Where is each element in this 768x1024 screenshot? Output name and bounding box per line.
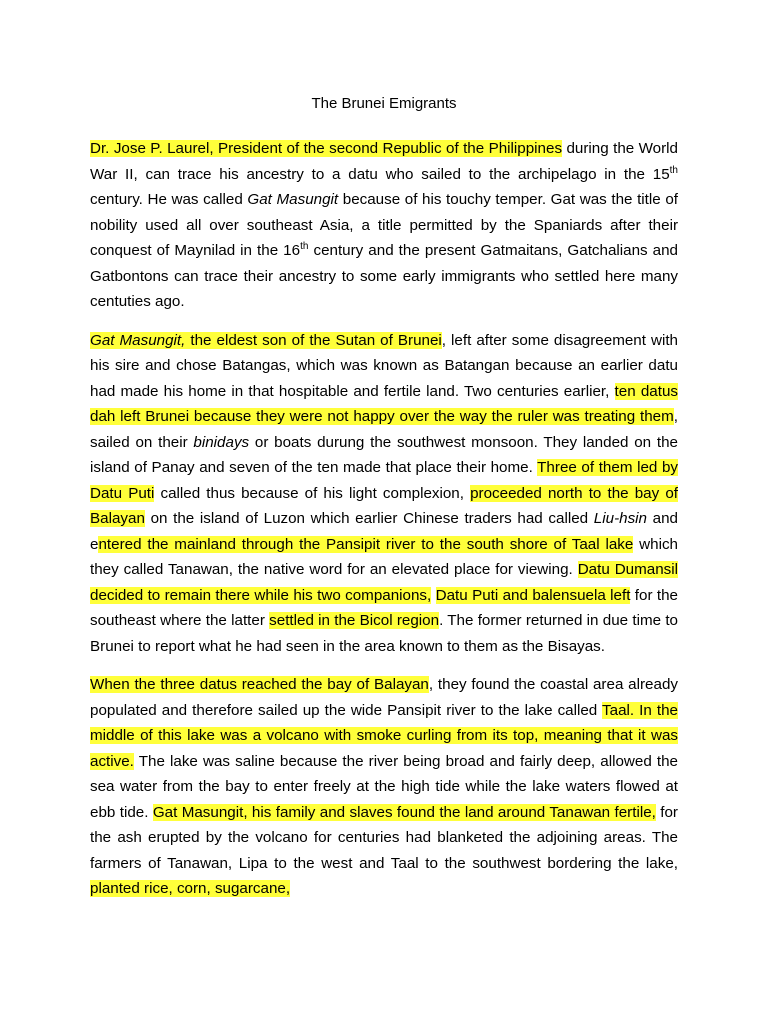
highlight: Taal. In the middle of this lake was a volcano with smoke curling from its top, meaning that it was active. (90, 701, 678, 770)
text: century. He was called (90, 191, 248, 208)
text: and e (90, 510, 679, 553)
highlight: Three of them led by Datu Puti (90, 459, 678, 502)
highlight: When the three datus reached the bay of Balayan (90, 676, 429, 693)
paragraph-2 (90, 328, 678, 660)
text (431, 587, 435, 604)
italic-text: Gat Masungit (247, 191, 339, 208)
text: which they called Tanawan, the native word for an elevated place for viewing. (90, 535, 678, 578)
highlight: Datu Puti and balensuela left (435, 586, 631, 604)
text: during the World War II, can trace his ancestry to a datu who sailed to the archipelago in the 15 (90, 140, 679, 183)
text: , they found the coastal area already populated and therefore sailed up the wide Pansipit river to the lake called (90, 676, 678, 719)
text: on the island of Luzon which earlier Chinese traders had called (144, 510, 594, 527)
highlight: ntered the mainland through the Pansipit river to the south shore of Taal lake (98, 535, 634, 553)
text: for the southeast where the latter (90, 586, 678, 629)
highlight: settled in the Bicol region (269, 612, 440, 629)
italic-text: binidays (193, 433, 250, 451)
highlight: the eldest son of the Sutan of Brunei (185, 331, 442, 349)
superscript: th (669, 164, 678, 176)
italic-text: Liu-hsin (593, 510, 647, 527)
text: . The former returned in due time to Brunei to report what he had seen in the area known to them as the Bisayas. (90, 612, 679, 655)
text: century and the present Gatmaitans, Gatchalians and Gatbontons can trace their ancestry to some early immigrants who settled here many centuties ago. (90, 242, 679, 310)
text: for the ash erupted by the volcano for centuries had blanketed the adjoining areas. The farmers of Tanawan, Lipa to the west and Taal to the southwest bordering the lake, (90, 803, 678, 872)
text: The lake was saline because the river being broad and fairly deep, allowed the sea water from the bay to enter freely at the high tide while the lake waters flowed at ebb tide. (90, 752, 678, 821)
document-title: The Brunei Emigrants (311, 95, 457, 112)
text: , sailed on their (90, 408, 678, 451)
text: or boats durung the southwest monsoon. They landed on the island of Panay and seven of the ten made that place their home. (90, 433, 678, 476)
paragraph-1 (90, 136, 678, 315)
highlight: proceeded north to the bay of Balayan (90, 484, 678, 527)
paragraph-3 (90, 672, 678, 902)
text: because of his touchy temper. Gat was the title of nobility used all over southeast Asia, a title permitted by the Spaniards after their conquest of Maynilad in the 16 (90, 191, 678, 259)
highlight: Datu Dumansil decided to remain there while his two companions, (90, 561, 678, 604)
highlight-italic: Gat Masungit, (90, 331, 186, 349)
superscript: th (300, 240, 309, 252)
text: , left after some disagreement with his sire and chose Batangas, which was known as Batangan because an earlier datu had made his home in that hospitable and fertile land. Two centuries earlier, (90, 331, 679, 400)
highlight: Dr. Jose P. Laurel, President of the second Republic of the Philippines (90, 140, 563, 157)
highlight: Gat Masungit, his family and slaves found the land around Tanawan fertile, (152, 803, 656, 821)
text: called thus because of his light complexion, (154, 484, 471, 502)
highlight: planted rice, corn, sugarcane, (90, 880, 291, 897)
highlight: ten datus dah left Brunei because they were not happy over the way the ruler was treating them (90, 382, 678, 425)
